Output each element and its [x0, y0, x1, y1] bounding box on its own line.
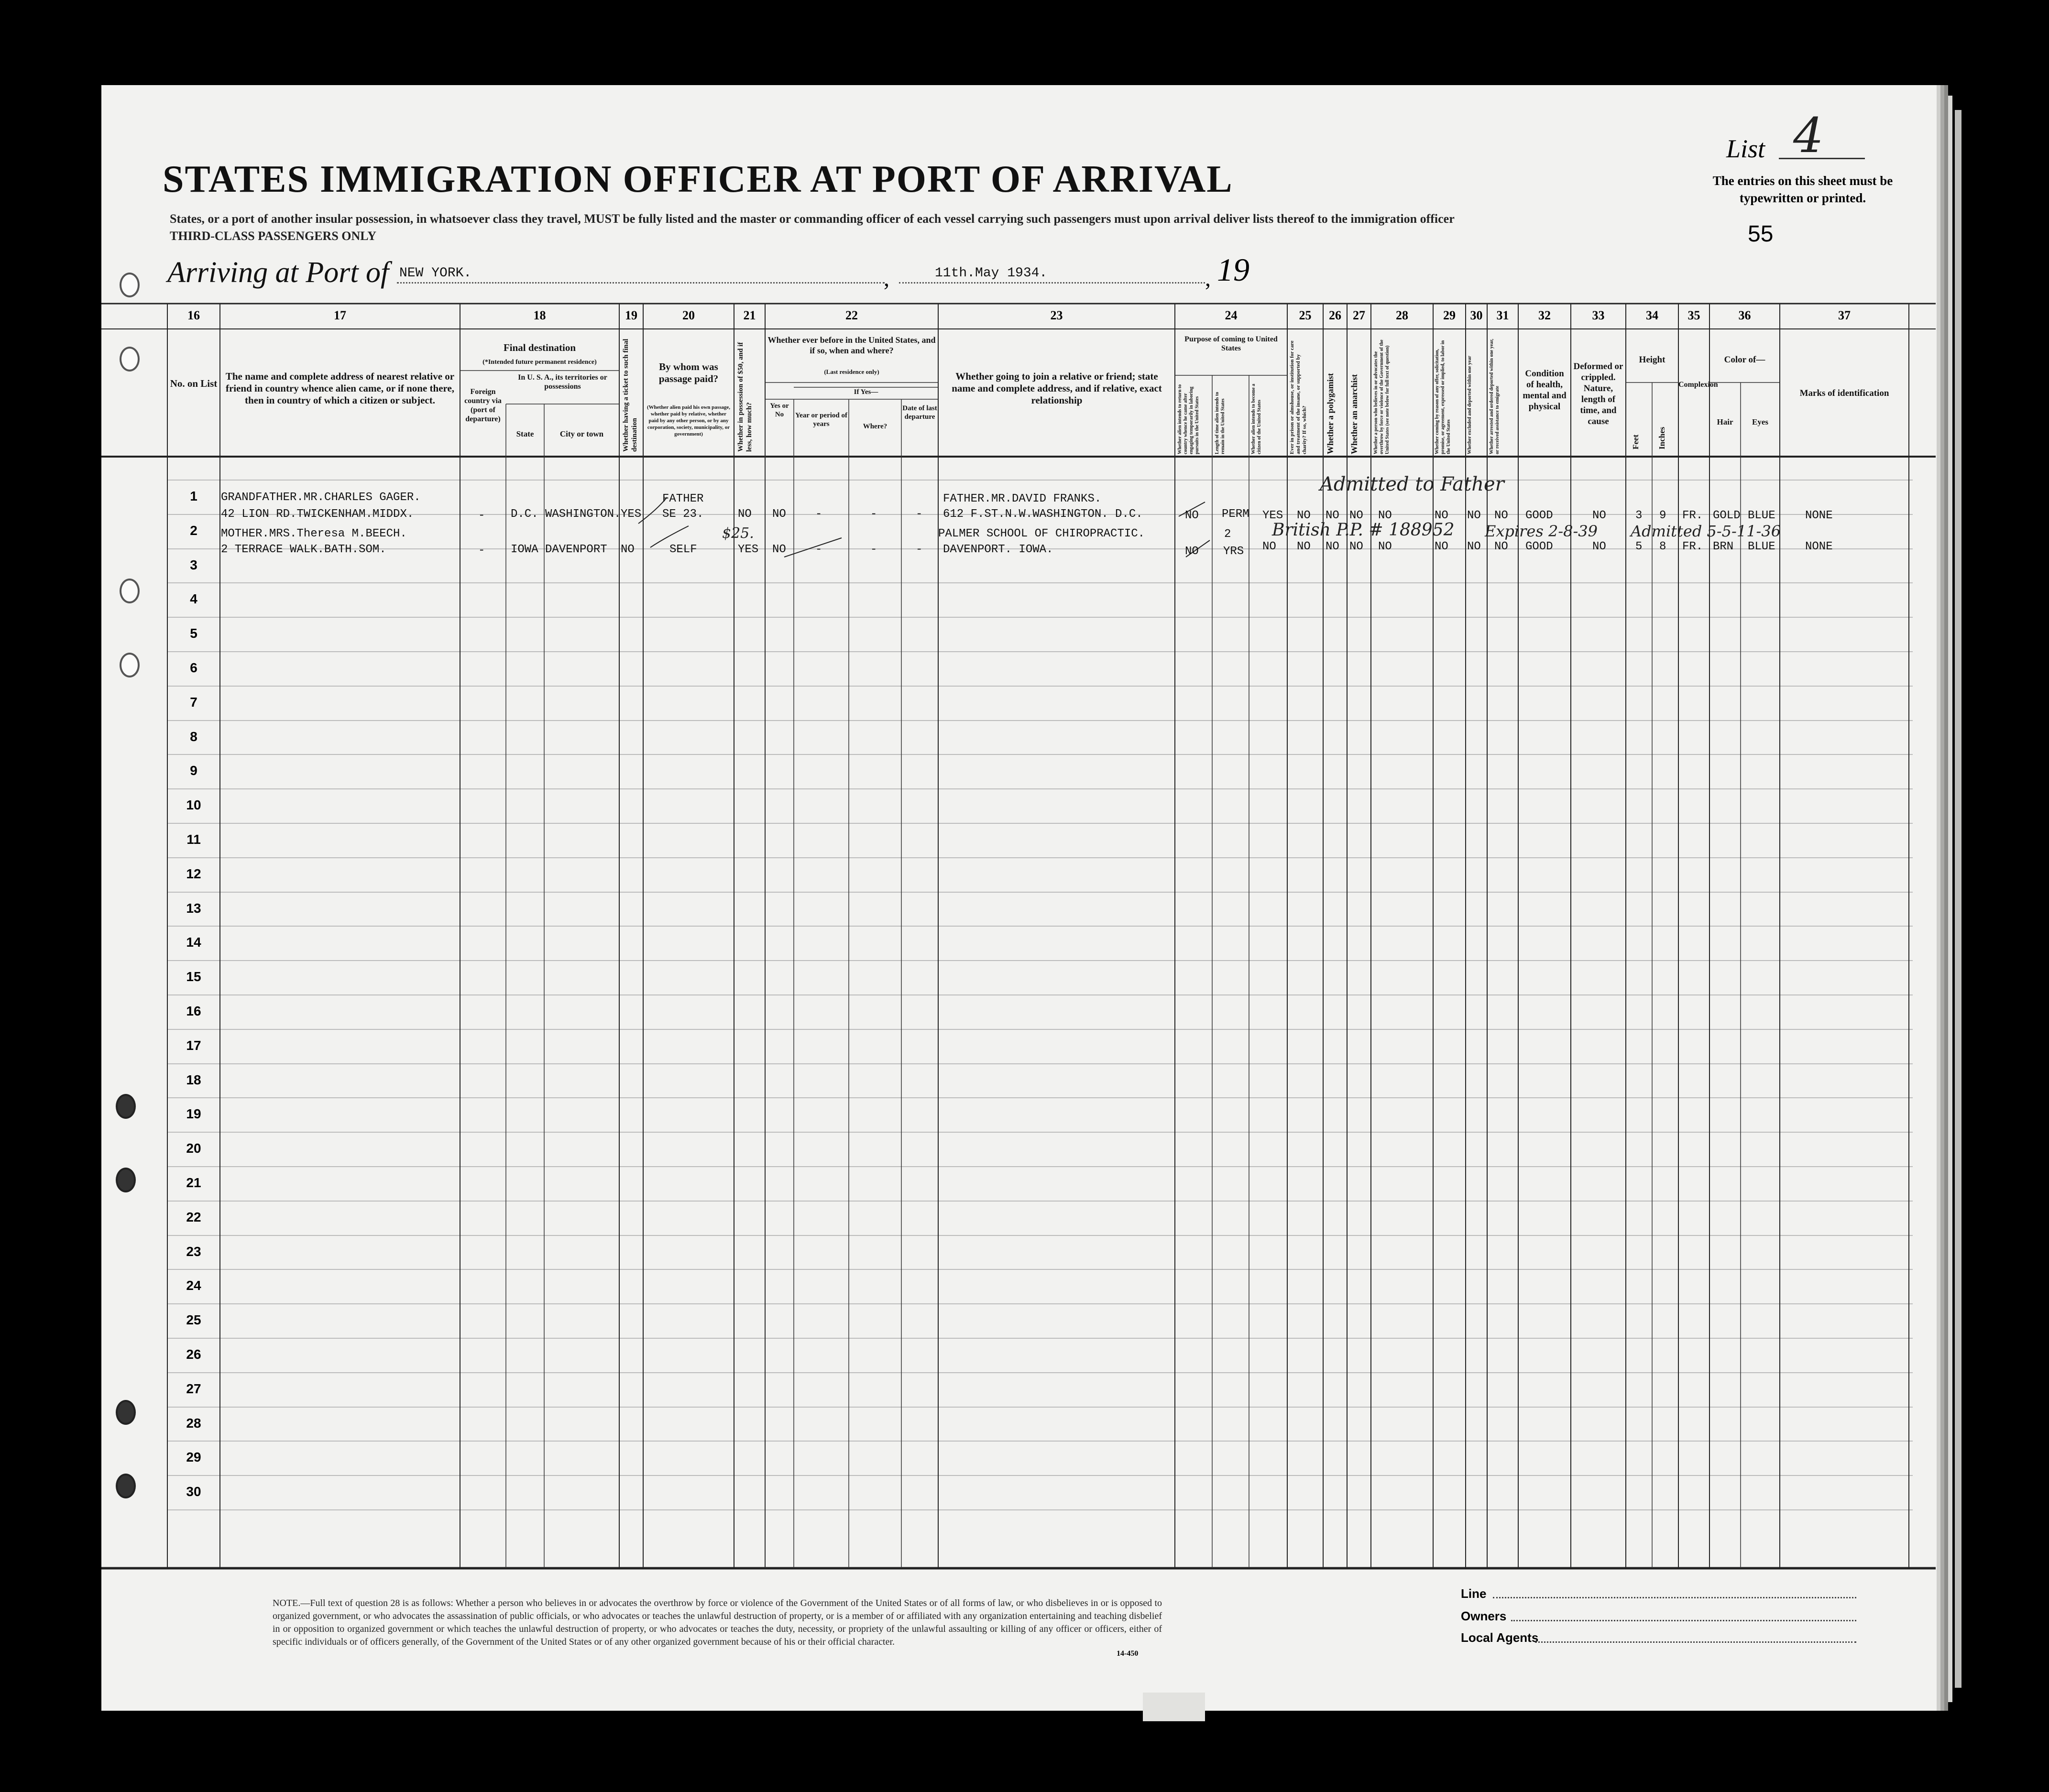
header-prison: Ever in prison or almshouse, or institution for care and treatment of the insane, or supported by charity? If so, which? — [1289, 340, 1307, 454]
class-notice: THIRD-CLASS PASSENGERS ONLY — [170, 229, 377, 243]
entry-2-arrested: NO — [1494, 540, 1508, 553]
entry-2-purpose-return: NO — [1185, 545, 1199, 558]
header-inches: Inches — [1657, 426, 1666, 449]
header-date-departure: Date of last departure — [902, 404, 937, 421]
entry-1-polygamist: NO — [1326, 509, 1339, 522]
header-list-number: No. on List — [170, 378, 218, 389]
entry-2-money-amount: $25. — [722, 525, 754, 542]
header-before-in-us: Whether ever before in the United States, and if so, when and where? — [767, 335, 936, 355]
header-polygamist: Whether a polygamist — [1326, 373, 1335, 454]
entry-1-overthrow: NO — [1378, 509, 1392, 522]
entry-2-before-year: - — [815, 543, 822, 556]
header-arrested: Whether arrested and ordered deported within one year, or received assistance to emigrate — [1489, 339, 1500, 454]
entry-2-deformed: NO — [1592, 540, 1606, 553]
form-number: 14-450 — [1117, 1650, 1139, 1658]
entry-2-overthrow: NO — [1378, 540, 1392, 553]
entry-1-labor-offer: NO — [1435, 509, 1448, 522]
entry-1-city: WASHINGTON. — [545, 508, 621, 521]
header-eyes: Eyes — [1752, 417, 1768, 426]
header-anarchist: Whether an anarchist — [1349, 374, 1359, 454]
entry-1-purpose-citizen: YES — [1262, 509, 1283, 522]
header-passage-paid: By whom was passage paid? — [658, 361, 719, 384]
entry-2-feet: 5 — [1635, 540, 1643, 553]
row-number: 13 — [186, 901, 201, 916]
entry-2-money: YES — [738, 543, 759, 556]
entry-2-ticket: NO — [621, 543, 635, 556]
entry-2-join: PALMER SCHOOL OF CHIROPRACTIC. — [938, 527, 1145, 540]
header-deformed: Deformed or crippled. Nature, length of time, and cause — [1573, 361, 1623, 426]
header-money: Whether in possession of $50, and if less, how much? — [737, 342, 753, 452]
column-number: 37 — [1838, 308, 1851, 322]
entry-1-arrested: NO — [1494, 509, 1508, 522]
entry-2-complexion: FR. — [1682, 540, 1703, 553]
entry-1-marks: NONE — [1805, 509, 1833, 522]
local-agents-label: Local Agents — [1461, 1630, 1539, 1645]
line-rule — [1493, 1597, 1856, 1598]
entry-2-foreign-via: - — [478, 544, 485, 557]
column-number: 23 — [1050, 308, 1063, 322]
header-ticket: Whether having a ticket to such final destination — [622, 339, 638, 452]
header-purpose: Purpose of coming to United States — [1184, 335, 1278, 352]
entry-2-eyes: BLUE — [1748, 540, 1775, 553]
entry-2-paid-by: SELF — [669, 543, 697, 556]
row-number: 17 — [186, 1038, 201, 1053]
entry-1-paid-by: FATHER — [662, 492, 704, 505]
header-marks: Marks of identification — [1799, 388, 1889, 398]
row-number: 19 — [186, 1106, 201, 1121]
row-number: 4 — [190, 591, 197, 606]
row-number: 11 — [186, 832, 201, 847]
entry-1-eyes: BLUE — [1748, 509, 1775, 522]
header-complexion: Complexion — [1678, 381, 1718, 389]
row-number: 8 — [190, 729, 197, 744]
row-number: 21 — [186, 1175, 201, 1190]
column-number: 16 — [187, 308, 200, 322]
row-number: 20 — [186, 1141, 201, 1156]
header-purpose-return: Whether alien intends to return to country whence he came after engaging temporarily in laboring pursuits in the United States — [1177, 384, 1200, 454]
row-number: 15 — [186, 969, 201, 984]
header-where: Where? — [863, 423, 888, 430]
entry-2-relative-address: 2 TERRACE WALK.BATH.SOM. — [221, 543, 386, 556]
header-state: State — [516, 429, 534, 438]
entry-2-inches: 8 — [1659, 540, 1666, 553]
header-final-destination-note: (*Intended future permanent residence) — [482, 359, 597, 366]
list-number: 4 — [1793, 108, 1824, 164]
owners-rule — [1511, 1620, 1856, 1621]
line-label: Line — [1461, 1586, 1487, 1601]
header-final-destination: Final destination — [503, 342, 576, 353]
header-nearest-relative: The name and complete address of nearest relative or friend in country whence alien came, or if none there, then in country of which a citizen or subject. — [225, 371, 455, 406]
header-usa: In U. S. A., its territories or possessions — [518, 373, 607, 391]
entry-1-relative-address: 42 LION RD.TWICKENHAM.MIDDX. — [221, 508, 414, 521]
sheet-number: 55 — [1748, 221, 1774, 247]
entry-2-health: GOOD — [1525, 540, 1553, 553]
entry-1-anarchist: NO — [1349, 509, 1363, 522]
row-number: 1 — [190, 489, 197, 503]
entry-2-expiry-note: Expires 2-8-39 — [1485, 522, 1598, 540]
entry-2-anarchist: NO — [1349, 540, 1363, 553]
port-value: NEW YORK. — [399, 266, 472, 281]
entry-1-before-year: - — [815, 508, 822, 521]
column-number: 20 — [682, 308, 695, 322]
list-label: List — [1726, 134, 1765, 163]
header-join-relative: Whether going to join a relative or friend; state name and complete address, and if relative, exact relationship — [952, 371, 1162, 406]
column-number: 26 — [1329, 308, 1341, 322]
row-number: 3 — [190, 557, 197, 572]
header-yes-no: Yes or No — [770, 402, 789, 418]
entry-1-health: GOOD — [1525, 509, 1553, 522]
separator: , — [884, 266, 889, 291]
row-number: 29 — [186, 1450, 201, 1464]
entry-1-hair: GOLD — [1713, 509, 1741, 522]
column-number: 30 — [1470, 308, 1483, 322]
header-color-of: Color of— — [1724, 355, 1765, 365]
entry-2-before-where: - — [870, 543, 877, 556]
column-number: 22 — [845, 308, 858, 322]
entry-1-join-address: 612 F.ST.N.W.WASHINGTON. D.C. — [943, 508, 1143, 521]
entry-2-relative: MOTHER.MRS.Theresa M.BEECH. — [221, 527, 407, 540]
entry-1-feet: 3 — [1635, 509, 1643, 522]
row-number: 12 — [186, 866, 201, 881]
page-title: STATES IMMIGRATION OFFICER AT PORT OF ARRIVAL — [163, 158, 1233, 200]
column-number: 32 — [1538, 308, 1551, 322]
entry-2-before-yesno: NO — [772, 543, 786, 556]
column-number: 28 — [1396, 308, 1408, 322]
column-number: 17 — [334, 308, 346, 322]
entry-2-state: IOWA — [511, 543, 538, 556]
column-number: 25 — [1299, 308, 1312, 322]
row-number: 23 — [186, 1244, 201, 1259]
header-purpose-citizen: Whether alien intends to become a citizen of the United States — [1251, 383, 1262, 454]
header-purpose-length: Length of time alien intends to remain in the United States — [1215, 392, 1226, 454]
entry-1-foreign-via: - — [478, 509, 485, 522]
header-before-in-us-note: (Last residence only) — [824, 368, 879, 375]
header-health: Condition of health, mental and physical — [1523, 369, 1567, 412]
entry-1-prison: NO — [1297, 509, 1311, 522]
row-number: 7 — [190, 695, 197, 710]
year-label: 19 — [1217, 251, 1249, 288]
row-number: 24 — [186, 1278, 201, 1293]
row-number: 25 — [186, 1312, 201, 1327]
entry-2-labor-offer: NO — [1435, 540, 1448, 553]
column-number: 19 — [625, 308, 637, 322]
entry-2-city: DAVENPORT — [545, 543, 607, 556]
entry-2-purpose-citizen: NO — [1262, 540, 1276, 553]
row-number: 28 — [186, 1416, 201, 1431]
row-number: 18 — [186, 1072, 201, 1087]
entry-1-excluded: NO — [1467, 509, 1481, 522]
row-number: 14 — [186, 935, 201, 950]
entry-1-purpose-length: PERM — [1222, 508, 1249, 521]
footnote: NOTE.—Full text of question 28 is as follows: Whether a person who believes in or advocates the overthrow by force or violence of the Government of the United States or of all forms of law, or who disbelieves in or is opposed to organized government, or who advocates the assassination of public officials, or who advocates or teaches the unlawful destruction of property, or is a member of or affiliated with any organization entertaining and teaching disbelief in or opposition to organized government or which teaches the unlawful destruction of property, or who advocates or teaches the duty, necessity, or propriety of the unlawful assaulting or killing of any officer or officers, either of specific individuals or of officers generally, of the Government of the United States or of any other organized government because of his or their official character. — [273, 1598, 1162, 1647]
header-year: Year or period of years — [795, 412, 847, 428]
entry-2-polygamist: NO — [1326, 540, 1339, 553]
header-hair: Hair — [1717, 417, 1733, 426]
entry-1-complexion: FR. — [1682, 509, 1703, 522]
entry-1-paid-by-note: SE 23. — [662, 508, 704, 521]
entry-2-marks: NONE — [1805, 540, 1833, 553]
header-passage-paid-note: (Whether alien paid his own passage, whether paid by relative, whether paid by any other person, or by any corporation, society, municipality, or government) — [647, 404, 730, 437]
entry-1-handwritten-note: Admitted to Father — [1320, 473, 1504, 495]
header-overthrow: Whether a person who believes in or advocates the overthrow by force or violence of the Government of the United States (see note below for full text of question) — [1373, 339, 1390, 454]
entry-1-purpose-return: NO — [1185, 509, 1199, 522]
row-number: 27 — [186, 1381, 201, 1396]
row-number: 6 — [190, 660, 197, 675]
row-number: 26 — [186, 1347, 201, 1362]
separator: , — [1205, 266, 1211, 291]
row-number: 5 — [190, 626, 197, 641]
entry-1-before-yesno: NO — [772, 508, 786, 521]
column-number: 29 — [1443, 308, 1456, 322]
entry-2-before-date: - — [916, 543, 923, 556]
entry-1-before-where: - — [870, 508, 877, 521]
row-number: 9 — [190, 763, 197, 778]
row-number: 30 — [186, 1484, 201, 1499]
header-if-yes: If Yes— — [854, 388, 878, 396]
entry-1-state: D.C. — [511, 508, 538, 521]
row-number: 16 — [186, 1004, 201, 1018]
column-number: 21 — [743, 308, 756, 322]
column-number: 31 — [1496, 308, 1509, 322]
entry-2-passport-note: British P.P. # 188952 — [1272, 520, 1455, 540]
entry-2-join-address: DAVENPORT. IOWA. — [943, 543, 1053, 556]
entry-2-hair: BRN — [1713, 540, 1734, 553]
entry-1-relative: GRANDFATHER.MR.CHARLES GAGER. — [221, 491, 421, 504]
entry-1-deformed: NO — [1592, 509, 1606, 522]
entry-2-admitted-note: Admitted 5-5-11-36 — [1631, 522, 1781, 540]
header-labor-offer: Whether coming by reason of any offer, solicitation, promise, or agreement, expressed or implied, to labor in the United States — [1435, 340, 1451, 454]
entry-1-before-date: - — [916, 508, 923, 521]
instructions-line: States, or a port of another insular possession, in whatsoever class they travel, MUST be fully listed and the master or commanding officer of each vessel carrying such passengers must upon arrival deliver lists thereof to the immigration officer — [170, 212, 1455, 226]
column-number: 34 — [1646, 308, 1658, 322]
entry-1-ticket: YES — [621, 508, 642, 521]
entry-2-purpose-length-unit: YRS — [1223, 545, 1244, 558]
date-value: 11th.May 1934. — [935, 266, 1048, 281]
entry-2-purpose-length: 2 — [1224, 528, 1231, 541]
entry-1-inches: 9 — [1659, 509, 1666, 522]
typewritten-note: The entries on this sheet must be typewritten or printed. — [1712, 174, 1893, 205]
arriving-label: Arriving at Port of — [167, 256, 389, 289]
column-number: 33 — [1592, 308, 1605, 322]
row-number: 10 — [186, 798, 201, 812]
entry-2-excluded: NO — [1467, 540, 1481, 553]
header-height: Height — [1639, 355, 1665, 365]
local-agents-rule — [1535, 1641, 1856, 1643]
row-number: 22 — [186, 1210, 201, 1224]
column-number: 36 — [1738, 308, 1751, 322]
column-number: 18 — [533, 308, 546, 322]
entry-1-join: FATHER.MR.DAVID FRANKS. — [943, 492, 1102, 505]
entry-2-prison: NO — [1297, 540, 1311, 553]
header-excluded: Whether excluded and deported within one year — [1467, 356, 1472, 454]
header-city: City or town — [559, 429, 604, 438]
row-number: 2 — [190, 523, 197, 538]
entry-1-money: NO — [738, 508, 752, 521]
header-feet: Feet — [1631, 434, 1640, 449]
owners-label: Owners — [1461, 1609, 1507, 1623]
column-number: 24 — [1225, 308, 1238, 322]
column-number: 27 — [1353, 308, 1365, 322]
header-foreign-country: Foreign country via (port of departure) — [464, 388, 502, 423]
column-number: 35 — [1687, 308, 1700, 322]
